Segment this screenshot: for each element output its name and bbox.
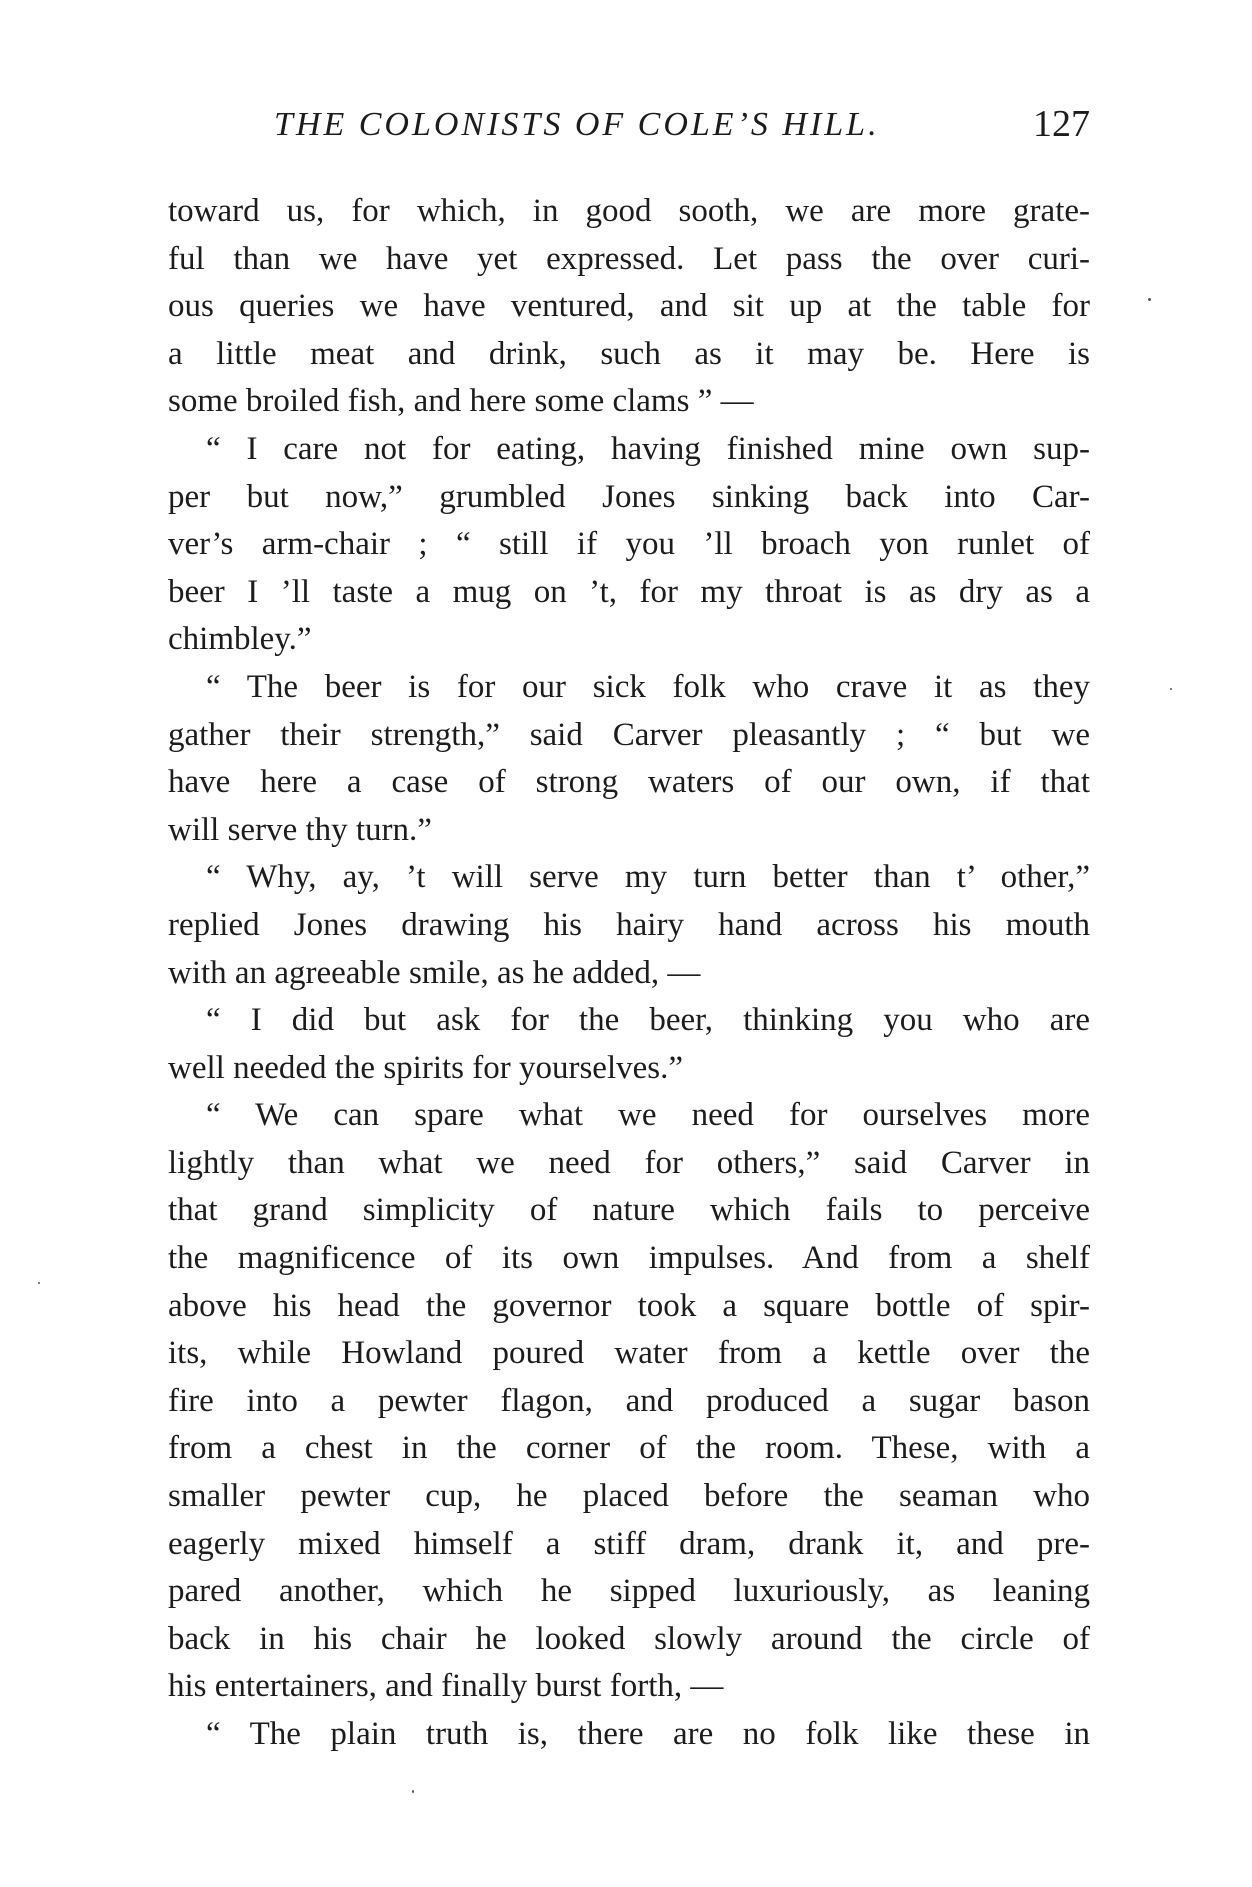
text-line: ous queries we have ventured, and sit up at the table for (168, 288, 1090, 325)
text-line: back in his chair he looked slowly around the circle of (168, 1620, 1090, 1657)
page-header (274, 102, 1090, 152)
text-line: above his head the governor took a square bottle of spir- (168, 1287, 1090, 1324)
text-line: per but now,” grumbled Jones sinking back into Car- (168, 478, 1090, 515)
text-line: “ The beer is for our sick folk who crave it as they (206, 668, 1090, 705)
text-line: “ The plain truth is, there are no folk like these in (206, 1716, 1090, 1752)
text-line: a little meat and drink, such as it may be. Here is (168, 335, 1090, 372)
text-line: from a chest in the corner of the room. These, with a (168, 1430, 1090, 1467)
text-line: “ Why, ay, ’t will serve my turn better than t’ other,” (206, 859, 1090, 896)
text-line: “ I did but ask for the beer, thinking you who are (206, 1002, 1090, 1039)
text-line: his entertainers, and finally burst forth, — (168, 1668, 724, 1705)
text-line: smaller pewter cup, he placed before the seaman who (168, 1478, 1090, 1515)
text-line: toward us, for which, in good sooth, we are more grate- (168, 193, 1090, 229)
text-line: that grand simplicity of nature which fails to perceive (168, 1192, 1090, 1229)
text-line: chimbley.” (168, 621, 312, 658)
text-line: ful than we have yet expressed. Let pass the over curi- (168, 240, 1090, 277)
text-line: replied Jones drawing his hairy hand across his mouth (168, 906, 1090, 943)
text-line: fire into a pewter flagon, and produced a sugar bason (168, 1382, 1090, 1419)
text-line: beer I ’ll taste a mug on ’t, for my throat is as dry as a (168, 573, 1090, 610)
ink-speck (38, 1282, 40, 1284)
text-line: have here a case of strong waters of our own, if that (168, 764, 1090, 801)
text-line: its, while Howland poured water from a kettle over the (168, 1335, 1090, 1372)
text-line: “ We can spare what we need for ourselves more (206, 1097, 1090, 1134)
ink-speck (1148, 298, 1151, 301)
text-line: eagerly mixed himself a stiff dram, drank it, and pre- (168, 1525, 1090, 1562)
running-title: THE COLONISTS OF COLE’S HILL. (274, 106, 880, 143)
body-text (168, 188, 1090, 1759)
text-line: with an agreeable smile, as he added, — (168, 954, 701, 991)
text-line: lightly than what we need for others,” said Carver in (168, 1144, 1090, 1181)
text-line: pared another, which he sipped luxuriously, as leaning (168, 1573, 1090, 1610)
text-line: the magnificence of its own impulses. And from a shelf (168, 1240, 1090, 1277)
text-line: some broiled fish, and here some clams ” — (168, 383, 754, 420)
ink-speck (412, 1790, 414, 1793)
text-line: “ I care not for eating, having finished mine own sup- (206, 430, 1090, 467)
ink-speck (1170, 688, 1172, 690)
text-line: will serve thy turn.” (168, 811, 432, 848)
text-line: ver’s arm-chair ; “ still if you ’ll broach yon runlet of (168, 526, 1090, 563)
page-number: 127 (1033, 103, 1090, 145)
text-line: gather their strength,” said Carver pleasantly ; “ but we (168, 716, 1090, 753)
text-line: well needed the spirits for yourselves.” (168, 1049, 684, 1086)
